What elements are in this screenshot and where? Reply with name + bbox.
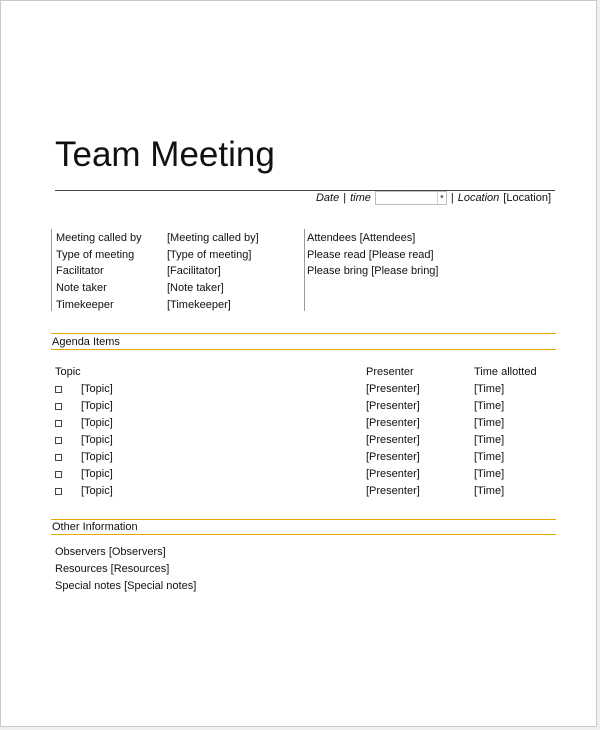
location-label: Location (457, 192, 500, 204)
agenda-header-topic: Topic (55, 366, 81, 378)
info-label: Please bring (307, 265, 369, 277)
info-value[interactable]: [Please bring] (371, 265, 439, 277)
other-info-resources (55, 563, 169, 575)
agenda-header-time: Time allotted (474, 366, 537, 378)
other-label: Special notes (55, 580, 122, 592)
other-info-section-title: Other Information (52, 521, 138, 533)
checkbox[interactable] (55, 437, 62, 444)
section-divider (51, 534, 556, 535)
other-value[interactable]: [Resources] (110, 563, 170, 575)
info-row-please-read (307, 249, 434, 261)
time-label: time (350, 192, 371, 204)
agenda-presenter[interactable]: [Presenter] (366, 400, 420, 412)
table-row (55, 419, 555, 433)
info-label: Timekeeper (56, 299, 114, 311)
info-label: Meeting called by (56, 232, 142, 244)
info-value[interactable]: [Meeting called by] (167, 232, 259, 244)
section-divider (51, 333, 556, 334)
other-label: Resources (55, 563, 108, 575)
agenda-topic[interactable]: [Topic] (81, 451, 113, 463)
other-info-special-notes (55, 580, 196, 592)
date-time-field[interactable] (375, 191, 447, 205)
agenda-section-title: Agenda Items (52, 336, 120, 348)
agenda-presenter[interactable]: [Presenter] (366, 468, 420, 480)
other-label: Observers (55, 546, 106, 558)
agenda-time[interactable]: [Time] (474, 417, 505, 429)
agenda-presenter[interactable]: [Presenter] (366, 451, 420, 463)
table-row (55, 453, 555, 467)
checkbox[interactable] (55, 471, 62, 478)
info-label: Facilitator (56, 265, 104, 277)
info-row-please-bring (307, 265, 438, 277)
agenda-time[interactable]: [Time] (474, 400, 505, 412)
other-value[interactable]: [Special notes] (124, 580, 197, 592)
table-row (55, 470, 555, 484)
checkbox[interactable] (55, 386, 62, 393)
agenda-presenter[interactable]: [Presenter] (366, 417, 420, 429)
agenda-presenter[interactable]: [Presenter] (366, 485, 420, 497)
info-label: Attendees (307, 232, 357, 244)
section-divider (51, 349, 556, 350)
info-value[interactable]: [Note taker] (167, 282, 224, 294)
info-value[interactable]: [Facilitator] (167, 265, 221, 277)
info-row-attendees (307, 232, 415, 244)
agenda-topic[interactable]: [Topic] (81, 383, 113, 395)
checkbox[interactable] (55, 454, 62, 461)
table-row (55, 487, 555, 501)
agenda-topic[interactable]: [Topic] (81, 434, 113, 446)
other-info-observers (55, 546, 166, 558)
checkbox[interactable] (55, 488, 62, 495)
agenda-topic[interactable]: [Topic] (81, 485, 113, 497)
location-value[interactable]: [Location] (503, 192, 551, 204)
agenda-time[interactable]: [Time] (474, 451, 505, 463)
spinner-icon[interactable]: ▾ (437, 192, 446, 204)
agenda-time[interactable]: [Time] (474, 434, 505, 446)
info-label: Note taker (56, 282, 107, 294)
date-label: Date (315, 192, 340, 204)
agenda-presenter[interactable]: [Presenter] (366, 383, 420, 395)
section-divider (51, 519, 556, 520)
info-value[interactable]: [Please read] (368, 249, 434, 261)
info-value[interactable]: [Type of meeting] (167, 249, 252, 261)
info-label: Please read (307, 249, 366, 261)
agenda-time[interactable]: [Time] (474, 485, 505, 497)
agenda-topic[interactable]: [Topic] (81, 417, 113, 429)
agenda-time[interactable]: [Time] (474, 468, 505, 480)
agenda-topic[interactable]: [Topic] (81, 400, 113, 412)
table-row (55, 436, 555, 450)
info-value[interactable]: [Attendees] (359, 232, 416, 244)
separator: | (450, 192, 454, 204)
page-title: Team Meeting (55, 135, 275, 174)
agenda-time[interactable]: [Time] (474, 383, 505, 395)
other-value[interactable]: [Observers] (108, 546, 166, 558)
checkbox[interactable] (55, 420, 62, 427)
date-location-row (316, 191, 551, 205)
agenda-topic[interactable]: [Topic] (81, 468, 113, 480)
info-label: Type of meeting (56, 249, 135, 261)
agenda-presenter[interactable]: [Presenter] (366, 434, 420, 446)
agenda-header-presenter: Presenter (366, 366, 414, 378)
table-row (55, 402, 555, 416)
table-row (55, 385, 555, 399)
checkbox[interactable] (55, 403, 62, 410)
separator: | (343, 192, 347, 204)
info-value[interactable]: [Timekeeper] (167, 299, 231, 311)
